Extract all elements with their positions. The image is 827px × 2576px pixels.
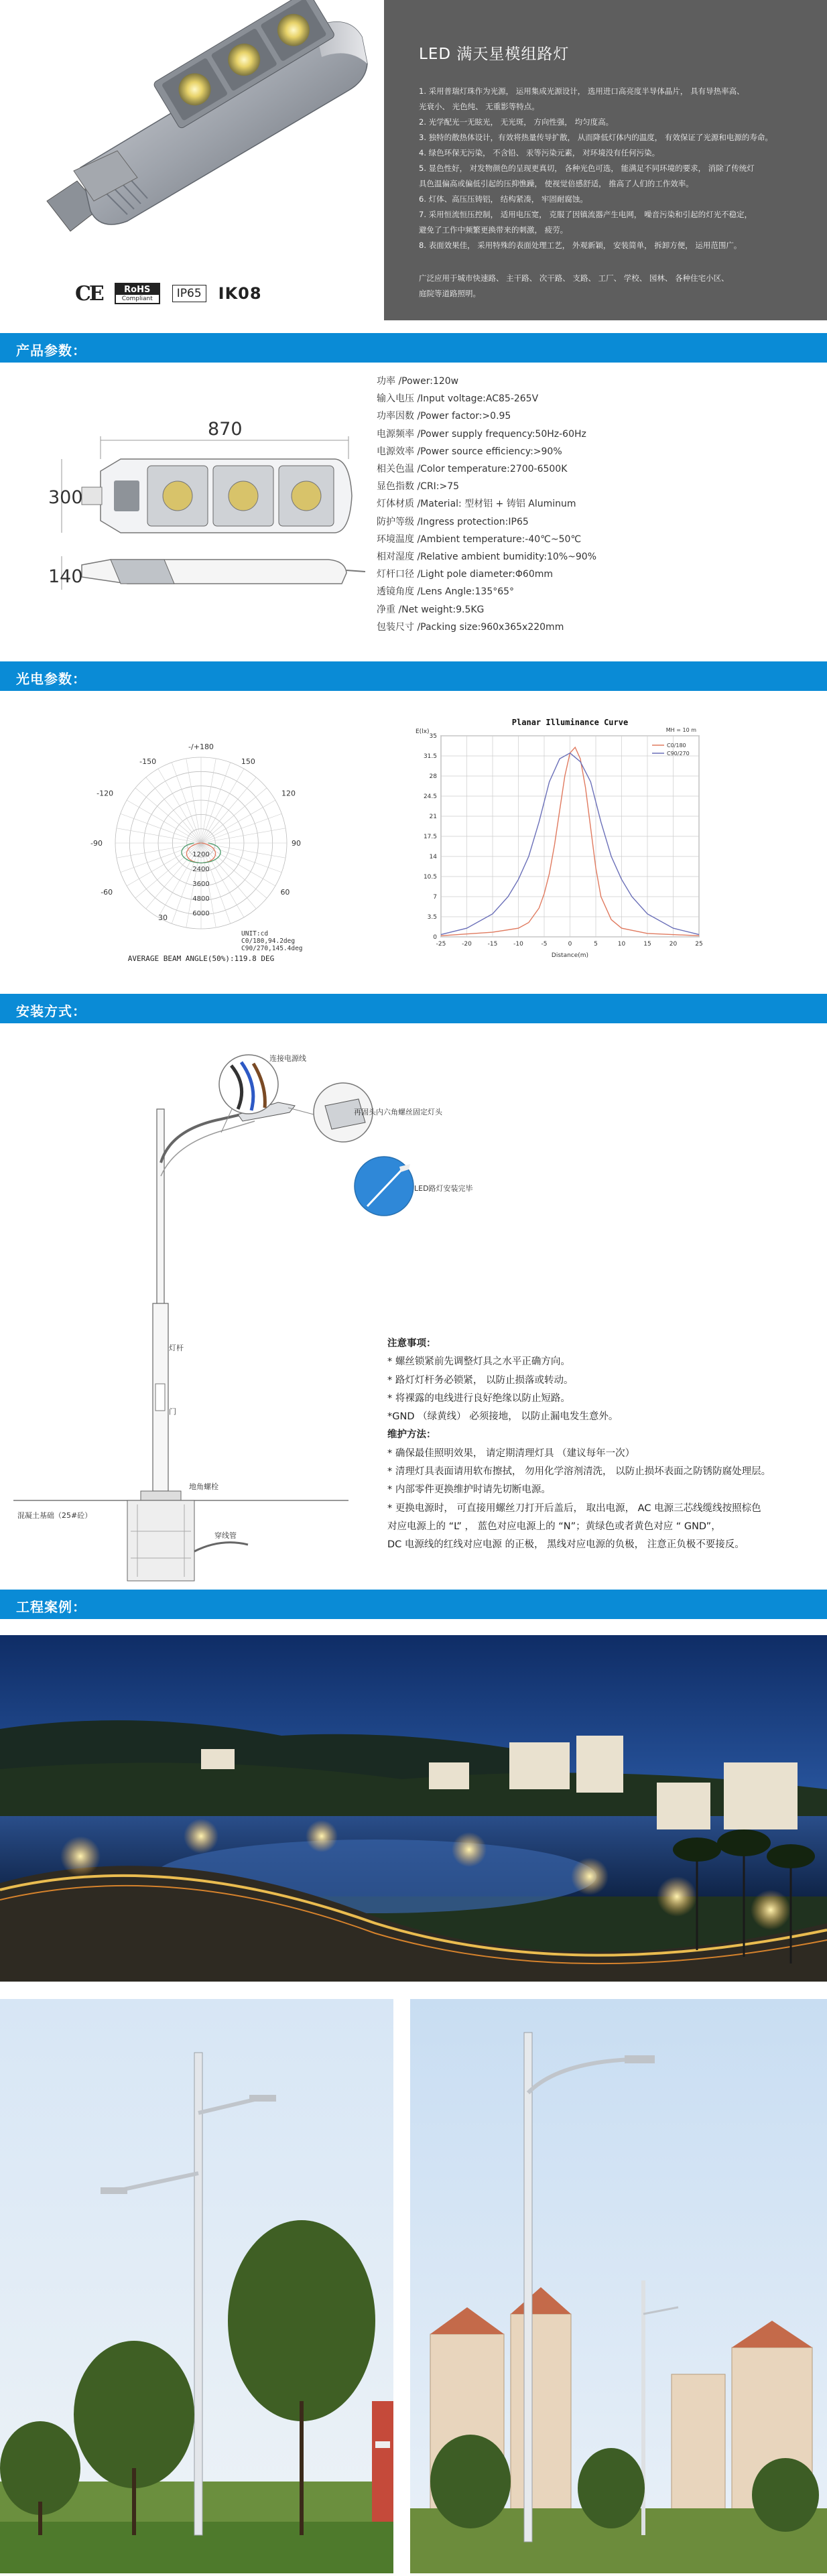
- parameter-row: 输入电压 /Input voltage:AC85-265V: [377, 393, 539, 405]
- parameter-row: 防护等级 /Ingress protection:IP65: [377, 516, 529, 527]
- x-tick-label: -20: [462, 941, 472, 948]
- callout-door-label: 门: [169, 1407, 176, 1416]
- polar-angle-label: 150: [241, 757, 255, 767]
- callout-pipe-label: 穿线管: [214, 1531, 237, 1540]
- note-line: 注意事项：: [387, 1338, 436, 1349]
- polar-radial-label: 6000: [192, 910, 210, 917]
- y-tick-label: 31.5: [423, 753, 437, 760]
- section-title-product: 产品参数：: [16, 342, 86, 359]
- parameter-row: 包装尺寸 /Packing size:960x365x220mm: [377, 621, 564, 633]
- ik08-badge: IK08: [218, 284, 262, 303]
- hero-product-image-area: [0, 0, 384, 320]
- parameter-row: 相对湿度 /Relative ambient bumidity:10%~90%: [377, 552, 596, 563]
- note-line: 对应电源上的 “L” ， 蓝色对应电源上的 “N”；黄绿色或者黄色对应 “ GND”，: [387, 1521, 721, 1532]
- ip65-badge: IP65: [172, 285, 206, 302]
- parameter-row: 灯杆口径 /Light pole diameter:Φ60mm: [377, 569, 554, 580]
- polar-angle-label: -90: [90, 839, 103, 848]
- application-line: 庭院等道路照明。: [419, 289, 481, 298]
- streetlight-product-image: [0, 0, 384, 268]
- y-tick-label: 17.5: [423, 834, 437, 840]
- y-tick-label: 7: [433, 894, 437, 901]
- note-line: DC 电源线的红线对应电源 的正极， 黑线对应电源的负极， 注意正负极不要接反。: [387, 1539, 745, 1551]
- feature-line: 具色温偏高或偏低引起的压抑憔躁， 使视觉倍感舒适， 推高了人们的工作效率。: [419, 179, 694, 188]
- section-bar-product: [0, 333, 827, 363]
- night-bay-illustration: [0, 1635, 827, 1982]
- x-axis-label: Distance(m): [551, 952, 589, 959]
- section-title-install: 安装方式：: [16, 1003, 86, 1019]
- rohs-logo: RoHS Compliant: [115, 283, 160, 304]
- dimension-height-label: 300: [48, 487, 83, 508]
- feature-list: [419, 84, 800, 253]
- feature-line: 4. 绿色环保无污染， 不含铅、 汞等污染元素， 对环境没有任何污染。: [419, 148, 660, 157]
- polar-legend-entry: UNIT:cd: [241, 930, 269, 938]
- parameter-row: 透镜角度 /Lens Angle:135°65°: [377, 586, 515, 598]
- y-tick-label: 10.5: [423, 874, 437, 881]
- y-tick-label: 21: [429, 814, 437, 820]
- x-tick-label: 15: [643, 941, 651, 948]
- callout-pole-label: 灯杆: [169, 1344, 184, 1352]
- note-line: * 更换电源时， 可直接用螺丝刀打开后盖后， 取出电源， AC 电源三芯线缆线按照棕色: [387, 1502, 761, 1514]
- planar-illuminance-chart: [409, 716, 710, 970]
- section-bar-install: [0, 994, 827, 1023]
- dimension-depth-label: 140: [48, 566, 83, 587]
- application-text: [419, 271, 800, 302]
- hero-section: [0, 0, 827, 320]
- callout-wire-label: 连接电源线: [269, 1054, 306, 1063]
- polar-angle-label: -/+180: [188, 743, 214, 751]
- road-trees-illustration: [0, 1999, 393, 2573]
- polar-legend-entry: C0/180,94.2deg: [241, 938, 296, 945]
- polar-angle-label: 30: [158, 913, 168, 923]
- polar-angle-label: 120: [281, 789, 296, 798]
- parameter-row: 净重 /Net weight:9.5KG: [377, 604, 485, 615]
- product-title: LED 满天星模组路灯: [419, 46, 570, 63]
- dimension-drawing: [47, 419, 362, 600]
- polar-angle-label: 60: [280, 887, 290, 897]
- section-bar-cases: [0, 1590, 827, 1619]
- y-tick-label: 0: [433, 934, 437, 941]
- polar-angle-label: -60: [101, 887, 113, 897]
- parameter-row: 灯体材质 /Material: 型材铝 + 铸铝 Aluminum: [377, 499, 576, 510]
- section-title-cases: 工程案例：: [16, 1599, 86, 1615]
- y-tick-label: 28: [429, 773, 437, 780]
- note-line: * 清理灯具表面请用软布擦拭， 勿用化学溶剂清洗， 以防止损坏表面之防锈防腐处理层。: [387, 1466, 771, 1478]
- note-line: * 确保最佳照明效果， 请定期清理灯具 （建议每年一次）: [387, 1447, 635, 1459]
- parameter-row: 功率 /Power:120w: [377, 376, 459, 387]
- product-parameter-list: [377, 373, 806, 636]
- polar-legend-entry: C90/270,145.4deg: [241, 945, 303, 952]
- feature-line: 5. 显色性好， 对发物颜色的呈现更真切， 各种光色可选， 能满足不同环境的要求， 消除了传统灯: [419, 164, 755, 173]
- feature-line: 3. 独特的散热体设计，有效将热量传导扩散， 从而降低灯体内的温度， 有效保证了光源和电源的寿命。: [419, 133, 773, 142]
- x-tick-label: 10: [617, 941, 626, 948]
- mounting-height-label: MH = 10 m: [665, 727, 696, 733]
- project-photo-buildings: [410, 1999, 827, 2573]
- callout-screw-label: 再固头内六角螺丝固定灯头: [354, 1108, 442, 1116]
- polar-intensity-chart: [74, 722, 328, 964]
- legend-entry: C0/180: [667, 743, 686, 749]
- feature-line: 1. 采用普瑞灯珠作为光源， 运用集成光源设计， 选用进口高亮度半导体晶片， 具有导热率高、: [419, 86, 745, 96]
- project-photo-road-trees: [0, 1999, 393, 2573]
- y-tick-label: 14: [429, 854, 437, 860]
- buildings-illustration: [410, 1999, 827, 2573]
- polar-footer: AVERAGE BEAM ANGLE(50%):119.8 DEG: [127, 954, 275, 963]
- feature-line: 8. 表面效果佳， 采用特殊的表面处理工艺， 外观新颖， 安装简单， 拆卸方便， 运用范围广。: [419, 241, 742, 250]
- x-tick-label: 5: [594, 941, 598, 948]
- y-axis-unit: E(lx): [416, 728, 430, 735]
- polar-angle-label: -120: [97, 789, 114, 798]
- section-bar-optical: [0, 661, 827, 691]
- application-line: 广泛应用于城市快速路、 主干路、 次干路、 支路、 工厂、 学校、 园林、 各种住宅小区、: [419, 273, 729, 283]
- parameter-row: 环境温度 /Ambient temperature:-40℃~50℃: [377, 533, 582, 545]
- x-tick-label: 0: [568, 941, 572, 948]
- note-line: * 内部零件更换维护时请先切断电源。: [387, 1484, 551, 1496]
- polar-radial-label: 3600: [192, 881, 210, 888]
- polar-radial-label: 4800: [192, 895, 210, 903]
- polar-angle-label: 90: [292, 839, 301, 848]
- feature-line: 2. 光学配光一无眩光， 无光斑， 方向性强， 均匀度高。: [419, 117, 614, 127]
- feature-line: 6. 灯体、高压压铸铝， 结构紧凑， 牢固耐腐蚀。: [419, 194, 588, 204]
- x-tick-label: 20: [669, 941, 678, 948]
- project-photo-night-bay: [0, 1635, 827, 1982]
- feature-line: 光衰小、 光色纯、 无重影等特点。: [419, 102, 539, 111]
- section-title-optical: 光电参数：: [16, 671, 86, 687]
- x-tick-label: -5: [541, 941, 548, 948]
- note-line: * 螺丝锁紧前先调整灯具之水平正确方向。: [387, 1356, 570, 1368]
- parameter-row: 显色指数 /CRI:>75: [377, 481, 460, 493]
- x-tick-label: -15: [487, 941, 498, 948]
- polar-radial-label: 1200: [192, 851, 210, 858]
- chart-title: Planar Illuminance Curve: [511, 718, 629, 727]
- feature-line: 避免了工作中频繁更换带来的刺激， 疲劳。: [419, 225, 568, 235]
- y-tick-label: 3.5: [427, 914, 437, 921]
- x-tick-label: -25: [436, 941, 446, 948]
- note-line: 维护方法：: [387, 1429, 436, 1441]
- parameter-row: 电源频率 /Power supply frequency:50Hz-60Hz: [377, 428, 586, 440]
- callout-anchor-label: 地角螺栓: [189, 1482, 218, 1491]
- polar-radial-label: 2400: [192, 866, 210, 873]
- parameter-row: 相关色温 /Color temperature:2700-6500K: [377, 464, 568, 475]
- note-line: * 路灯灯杆务必锁紧， 以防止损落或转动。: [387, 1374, 574, 1386]
- installation-notes: [387, 1335, 816, 1555]
- x-tick-label: -10: [513, 941, 523, 948]
- note-line: * 将裸露的电线进行良好绝缘以防止短路。: [387, 1393, 570, 1404]
- dimension-width-label: 870: [208, 419, 243, 440]
- y-tick-label: 24.5: [423, 793, 437, 800]
- hero-description-panel: [384, 0, 827, 320]
- certification-logos: [75, 278, 262, 309]
- legend-entry: C90/270: [667, 751, 690, 757]
- note-line: *GND （绿黄线） 必须接地， 以防止漏电发生意外。: [387, 1411, 619, 1423]
- callout-concrete-label: 混凝土基础（25#砼）: [17, 1511, 92, 1520]
- callout-done-label: LED路灯安装完毕: [414, 1184, 473, 1193]
- parameter-row: 功率因数 /Power factor:>0.95: [377, 411, 511, 422]
- x-tick-label: 25: [695, 941, 703, 948]
- feature-line: 7. 采用恒流恒压控制， 适用电压宽， 克服了因镇流器产生电网， 噪音污染和引起的灯光不稳定，: [419, 210, 753, 219]
- ce-mark-logo: CE: [75, 281, 103, 306]
- polar-angle-label: -150: [139, 757, 157, 767]
- y-tick-label: 35: [429, 733, 437, 740]
- parameter-row: 电源效率 /Power source efficiency:>90%: [377, 446, 562, 457]
